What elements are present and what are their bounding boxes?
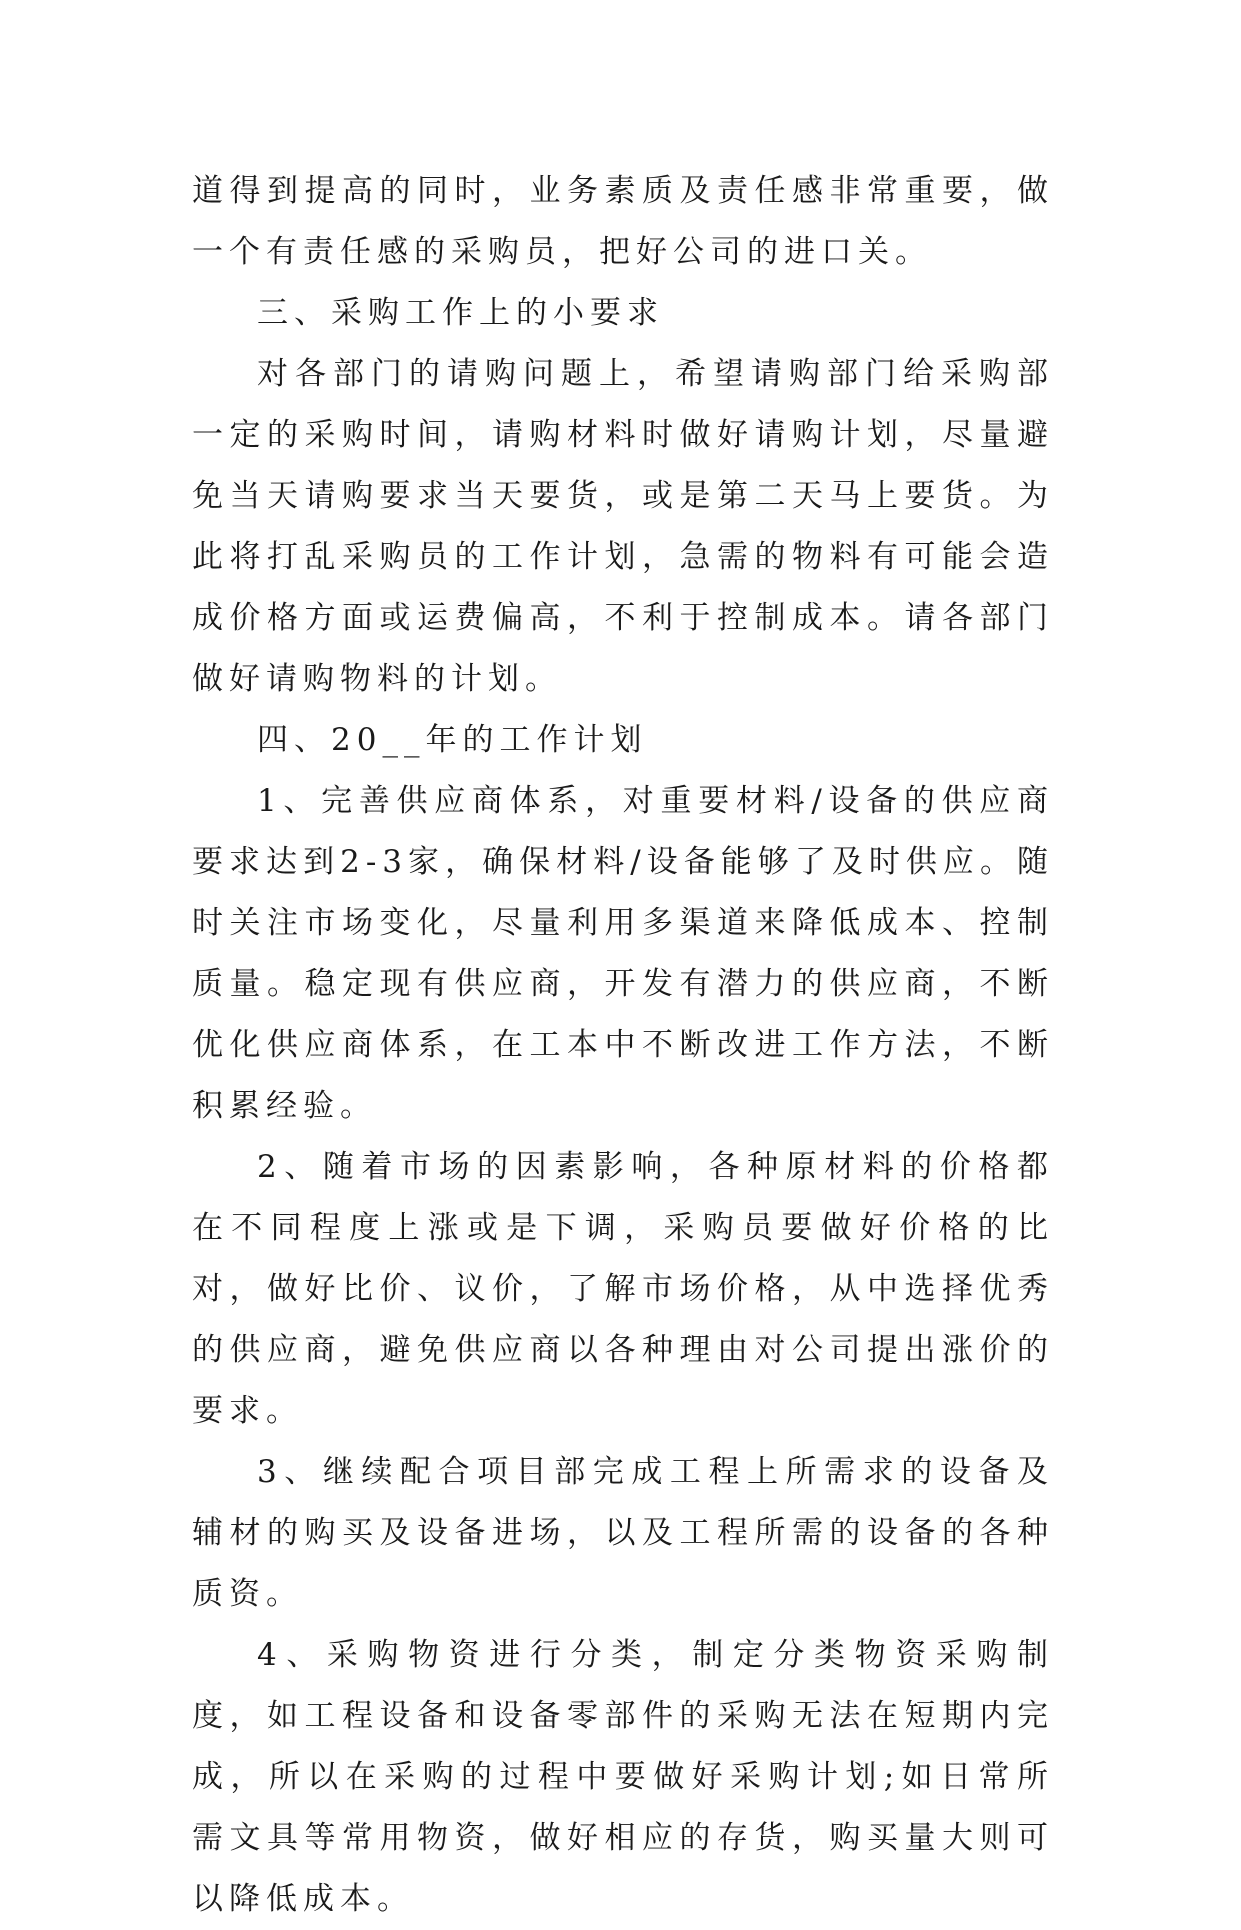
paragraph-requisition: 对各部门的请购问题上，希望请购部门给采购部一定的采购时间，请购材料时做好请购计划，尽量避免当天请购要求当天要货，或是第二天马上要货。为此将打乱采购员的工作计划，急需的物料有可能会造成价格方面或运费偏高，不利于控制成本。请各部门做好请购物料的计划。	[192, 356, 1054, 697]
section-heading-3: 三、采购工作上的小要求	[257, 295, 664, 331]
paragraph-continuation: 道得到提高的同时，业务素质及责任感非常重要，做一个有责任感的采购员，把好公司的进口关。	[192, 173, 1054, 270]
list-item-1: 1、完善供应商体系，对重要材料/设备的供应商要求达到2-3家，确保材料/设备能够了及时供应。随时关注市场变化，尽量利用多渠道来降低成本、控制质量。稳定现有供应商，开发有潜力的供应商，不断优化供应商体系，在工本中不断改进工作方法，不断积累经验。	[192, 783, 1054, 1124]
list-item-3: 3、继续配合项目部完成工程上所需求的设备及辅材的购买及设备进场，以及工程所需的设备的各种质资。	[192, 1454, 1054, 1612]
document-body	[192, 161, 1054, 1930]
list-item-2: 2、随着市场的因素影响，各种原材料的价格都在不同程度上涨或是下调，采购员要做好价格的比对，做好比价、议价，了解市场价格，从中选择优秀的供应商，避免供应商以各种理由对公司提出涨价的要求。	[192, 1149, 1054, 1429]
section-heading-4: 四、20__年的工作计划	[257, 722, 648, 758]
list-item-4: 4、采购物资进行分类，制定分类物资采购制度，如工程设备和设备零部件的采购无法在短期内完成，所以在采购的过程中要做好采购计划;如日常所需文具等常用物资，做好相应的存货，购买量大则可以降低成本。	[192, 1637, 1054, 1917]
